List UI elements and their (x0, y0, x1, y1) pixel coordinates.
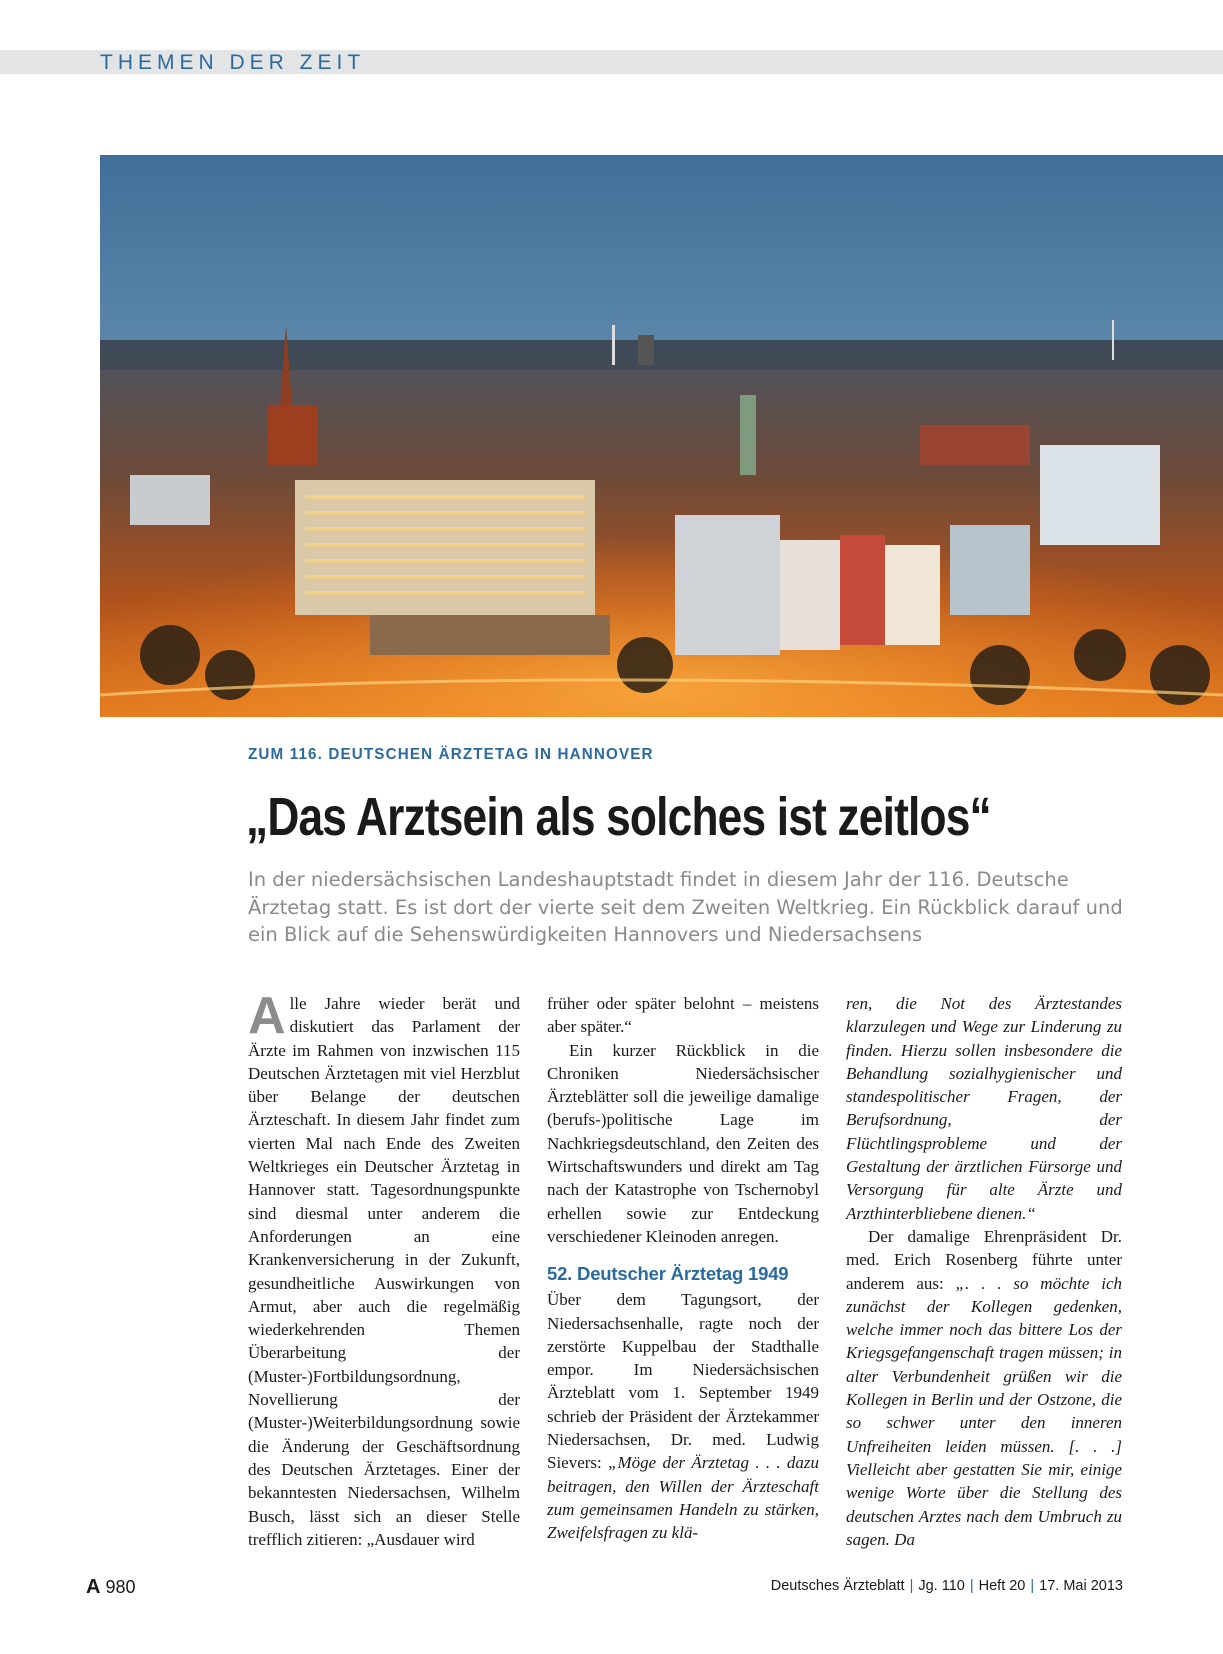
section-label: THEMEN DER ZEIT (100, 51, 366, 74)
page-number-value: 980 (105, 1577, 136, 1597)
paragraph: Ein kurzer Rückblick in die Chroniken Niedersächsischer Ärzteblätter soll die jeweilige damalige (berufs-)politische Lage im Nachkriegsdeutschland, den Zeiten des Wirtschaftswunders und direkt am Tag nach der Katastrophe von Tschernobyl erhellen sowie zur Entdeckung verschiedener Kleinoden anregen. (547, 1040, 819, 1246)
paragraph: früher oder später belohnt – meistens aber später.“ (547, 994, 819, 1037)
footer-citation: Deutsches Ärzteblatt | Jg. 110 | Heft 20 | 17. Mai 2013 (770, 1578, 1123, 1594)
drop-cap: A (248, 987, 286, 1045)
article-lead: In der niedersächsischen Landeshauptstadt findet in diesem Jahr der 116. Deutsche Ärztetag statt. Es ist dort der vierte seit dem Zweiten Weltkrieg. Ein Rückblick darauf und ein Blick auf die Sehenswürdigkeiten Hannovers und Niedersachsens (248, 868, 1123, 946)
journal-name: Deutsches Ärzteblatt (770, 1578, 905, 1594)
article-column-3 (846, 992, 1122, 1551)
article-kicker: ZUM 116. DEUTSCHEN ÄRZTETAG IN HANNOVER (248, 746, 654, 763)
article-column-1 (248, 987, 520, 1551)
section-subheading: 52. Deutscher Ärztetag 1949 (547, 1263, 789, 1285)
paragraph-text: Der damalige Ehrenpräsident Dr. med. Erich Rosenberg führte unter anderem aus: (846, 1226, 1122, 1293)
paragraph (547, 1288, 819, 1544)
issue-date: 17. Mai 2013 (1039, 1578, 1123, 1594)
quote: ren, die Not des Ärztestandes klarzulegen und Wege zur Linderung zu finden. Hierzu sollen insbesondere die Behandlung sozialhygienischer und standespolitischer Fragen, der Berufsordnung, der Flüchtlingsprobleme und der Gestaltung der ärztlichen Fürsorge und Versorgung für alte Ärzte und Arzthinterbliebene dienen.“ (846, 994, 1122, 1223)
paragraph-text: Über dem Tagungsort, der Niedersachsenhalle, ragte noch der zerstörte Kuppelbau der Stadthalle empor. Im Niedersächsischen Ärzteblatt vom 1. September 1949 schrieb der Präsident der Ärztekammer Niedersachsen, Dr. med. Ludwig Sievers: (547, 1290, 819, 1473)
page-number (86, 1576, 136, 1599)
article-column-2 (547, 992, 819, 1545)
paragraph: lle Jahre wieder berät und diskutiert das Parlament der Ärzte im Rahmen von inzwischen 115 Deutschen Ärztetagen mit viel Herzblut über Belange der deutschen Ärzteschaft. In diesem Jahr findet zum vierten Mal nach Ende des Zweiten Weltkrieges ein Deutscher Ärztetag in Hannover statt. Tagesordnungspunkte sind diesmal unter anderem die Anforderungen an eine Krankenversicherung in der Zukunft, gesundheitliche Auswirkungen von Armut, aber auch die regelmäßig wiederkehrenden Themen Überarbeitung der (Muster-)Fortbildungsordnung, Novellierung der (Muster-)Weiterbildungsordnung sowie die Änderung der Geschäftsordnung des Deutschen Ärztetages. Einer der bekanntesten Niedersachsen, Wilhelm Busch, lässt sich an dieser Stelle trefflich zitieren: „Ausdauer wird (248, 994, 520, 1549)
quote: „. . . so möchte ich zunächst der Kollegen gedenken, welche immer noch das bittere Los der Kriegsgefangenschaft tragen müssen; in alter Verbundenheit grüßen wir die Kollegen in Berlin und der Ostzone, die so schwer unter den inneren Unfreiheiten leiden müssen. [. . .] Vielleicht aber gestatten Sie mir, einige wenige Worte über die Stellung des deutschen Arztes nach dem Umbruch zu sagen. Da (846, 1273, 1122, 1549)
issue: Heft 20 (978, 1578, 1026, 1594)
page-prefix: A (86, 1576, 101, 1598)
paragraph (846, 1225, 1122, 1551)
article-headline: „Das Arztsein als solches ist zeitlos“ (246, 787, 991, 847)
volume: Jg. 110 (918, 1578, 965, 1594)
hannover-panorama-photo (100, 155, 1223, 717)
quote: „Möge der Ärztetag . . . dazu beitragen, den Willen der Ärzteschaft zum gemeinsamen Handeln zu stärken, Zweifelsfragen zu klä- (547, 1453, 820, 1543)
